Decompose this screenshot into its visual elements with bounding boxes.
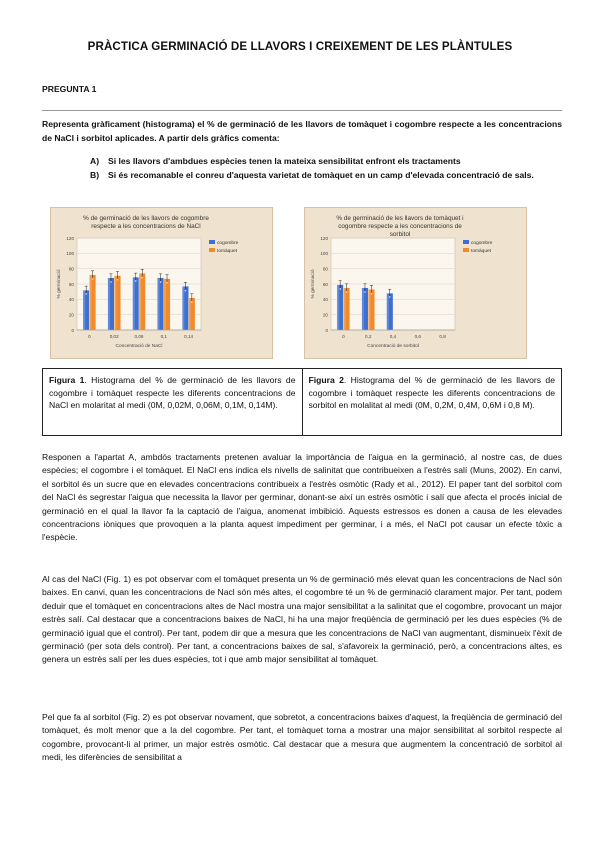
y-tick-label: 20 xyxy=(322,312,328,318)
task-letter: B) xyxy=(90,169,100,180)
y-tick-label: 100 xyxy=(66,251,74,257)
x-tick-label: 0,4 xyxy=(389,334,397,339)
answer-paragraph-3: Pel que fa al sorbitol (Fig. 2) es pot observar novament, que sobretot, a concentracions baixes d'aquest, la freqüència de germinació del tomàquet, és molt menor que a la del cogombre. Per tant, el tomàquet torna a mostrar una major sensibilitat al sorbitol respecte al cogombre, provocant-li al primer, un major estrès osmòtic. Cal destacar que a mesura que augmentem la concentració de sorbitol al medi, les diferències de sensibilitat a xyxy=(42,712,562,763)
significance-marker: * xyxy=(166,281,169,288)
figure-1-caption xyxy=(43,369,303,436)
figure-1-label: Figura 1 xyxy=(49,375,85,385)
task-list xyxy=(90,155,562,182)
significance-marker: * xyxy=(141,276,144,283)
x-tick-label: 0,02 xyxy=(109,334,119,339)
task-item xyxy=(90,155,562,168)
x-tick-label: 0,1 xyxy=(160,334,167,339)
question-statement: Representa gràficament (histograma) el % de germinació de les llavors de tomàquet i cogombre respecte a les concentracions de NaCl i sorbitol aplicades. A partir dels gràfics comenta: xyxy=(42,119,562,143)
y-tick-label: 40 xyxy=(68,297,74,303)
chart-title: sorbitol xyxy=(389,231,411,238)
divider xyxy=(42,110,562,111)
y-tick-label: 120 xyxy=(320,235,328,241)
y-tick-label: 20 xyxy=(68,312,74,318)
y-tick-label: 80 xyxy=(322,266,328,272)
significance-marker: * xyxy=(345,290,348,297)
chart-sorbitol xyxy=(304,207,527,359)
figure-2-caption xyxy=(302,369,562,436)
legend-swatch xyxy=(209,248,215,252)
significance-marker: * xyxy=(159,280,162,287)
x-tick-label: 0 xyxy=(88,334,91,339)
chart-title: cogombre respecte a les concentracions de xyxy=(338,223,462,230)
x-axis-label: Concentració de sorbitol xyxy=(367,344,419,349)
legend-label: tomàquet xyxy=(217,249,238,254)
y-tick-label: 120 xyxy=(66,235,74,241)
figure-captions-table xyxy=(42,368,562,436)
y-tick-label: 60 xyxy=(68,281,74,287)
task-letter: A) xyxy=(90,156,100,166)
answer-paragraph-2: Al cas del NaCl (Fig. 1) es pot observar com el tomàquet presenta un % de germinació més elevat quan les concentracions de Nacl són baixes. En canvi, quan les concentracions de Nacl són més altes, el cogombre té un % de germinació clarament major. Per tant, podem deduir que el tomàquet en concentracions altes de Nacl mostra una major sensibilitat a la salinitat que el cogombre, provocant un major estrès salí. Cal destacar que a concentracions baixes de NaCl, hi ha una major freqüència de germinació per les dues espècies (% de germinació igual que el control). Per tant, podem dir que a mesura que les concentracions de NaCl van augmentant, disminueix l'èxit de germinació (per sota dels control). Per tant, a concentracions baixes de sal, s'afavoreix la germinació, però, a concentracions altes, es genera un estrès salí per les dues espècies, tot i que amb major sensibilitat al tomàquet. xyxy=(42,574,562,665)
y-axis-label: % germinació xyxy=(311,269,316,299)
significance-marker: * xyxy=(134,280,137,287)
x-axis-label: Concentració de NaCl xyxy=(115,344,163,349)
y-tick-label: 0 xyxy=(71,327,74,333)
y-tick-label: 60 xyxy=(322,281,328,287)
answer-paragraph-1: Responen a l'apartat A, ambdós tractaments pretenen avaluar la importància de l'aigua en la germinació, al nostre cas, de dues espècies; el cogombre i el tomàquet. El NaCl ens indica els nivells de salinitat que contribueixen a l'estrès salí (Muns, 2002). En canvi, el sorbitol és un sucre que en elevades concentracions contribueix a l'estrès osmòtic (Rady et al., 2012). El paper tant del sorbitol com del NaCl és segrestar l'aigua que necessita la llavor per germinar, donant-se així un estrès osmòtic i salí que afecta el procés inicial de germinació en el qual la llavor fa la captació de l'aigua, anomenat imbibició. Aquests estressos es donen a causa de les elevades concentracions iòniques que provoquen a la planta aquest impediment per germinar, i a més, el NaCl pot causar un efecte tòxic a l'espècie. xyxy=(42,452,562,543)
y-tick-label: 80 xyxy=(68,266,74,272)
significance-marker: * xyxy=(363,290,366,297)
figure-1-text: . Histograma del % de germinació de les llavors de cogombre i tomàquet respecte les diferents concentracions de NaCl en molaritat al medi (0M, 0,02M, 0,06M, 0,1M, 0,14M). xyxy=(49,375,296,410)
significance-marker: * xyxy=(388,296,391,303)
chart-title: % de germinació de les llavors de cogombre xyxy=(83,215,209,222)
x-tick-label: 0,6 xyxy=(414,334,421,339)
significance-marker: * xyxy=(85,293,88,300)
chart-title: respecte a les concentracions de NaCl xyxy=(91,223,201,230)
significance-marker: * xyxy=(116,278,119,285)
x-tick-label: 0,14 xyxy=(184,334,194,339)
task-text: Si les llavors d'ambdues espècies tenen la mateixa sensibilitat enfront els tractaments xyxy=(108,156,461,166)
chart-title: % de germinació de les llavors de tomàquet i xyxy=(336,215,464,222)
y-tick-label: 0 xyxy=(325,327,328,333)
significance-marker: * xyxy=(370,292,373,299)
legend-swatch xyxy=(463,248,469,252)
y-tick-label: 100 xyxy=(320,251,328,257)
page-title: PRÀCTICA GERMINACIÓ DE LLAVORS I CREIXEMENT DE LES PLÀNTULES xyxy=(87,40,513,53)
x-tick-label: 0,2 xyxy=(365,334,372,339)
significance-marker: * xyxy=(91,277,94,284)
question-heading: PREGUNTA 1 xyxy=(42,84,97,94)
x-tick-label: 0,06 xyxy=(134,334,144,339)
chart-nacl-svg xyxy=(51,208,272,358)
significance-marker: * xyxy=(184,289,187,296)
legend-swatch xyxy=(209,240,215,244)
figure-2-label: Figura 2 xyxy=(308,375,344,385)
y-tick-label: 40 xyxy=(322,297,328,303)
task-text: Si és recomanable el conreu d'aquesta varietat de tomàquet en un camp d'elevada concentració de sals. xyxy=(108,169,534,180)
legend-label: cogombre xyxy=(471,241,493,246)
significance-marker: * xyxy=(190,300,193,307)
chart-sorbitol-svg xyxy=(305,208,526,358)
figure-2-text: . Histograma del % de germinació de les llavors de cogombre i tomàquet respecte les diferents concentracions de sorbitol en molalitat al medi (0M, 0,2M, 0,4M, 0,6M i 0,8 M). xyxy=(308,375,555,410)
x-tick-label: 0,8 xyxy=(439,334,446,339)
chart-nacl xyxy=(50,207,273,359)
significance-marker: * xyxy=(109,280,112,287)
legend-swatch xyxy=(463,240,469,244)
y-axis-label: % germinació xyxy=(57,269,62,299)
legend-label: cogombre xyxy=(217,241,239,246)
task-item xyxy=(90,169,562,182)
x-tick-label: 0 xyxy=(342,334,345,339)
legend-label: tomàquet xyxy=(471,249,492,254)
significance-marker: * xyxy=(339,287,342,294)
